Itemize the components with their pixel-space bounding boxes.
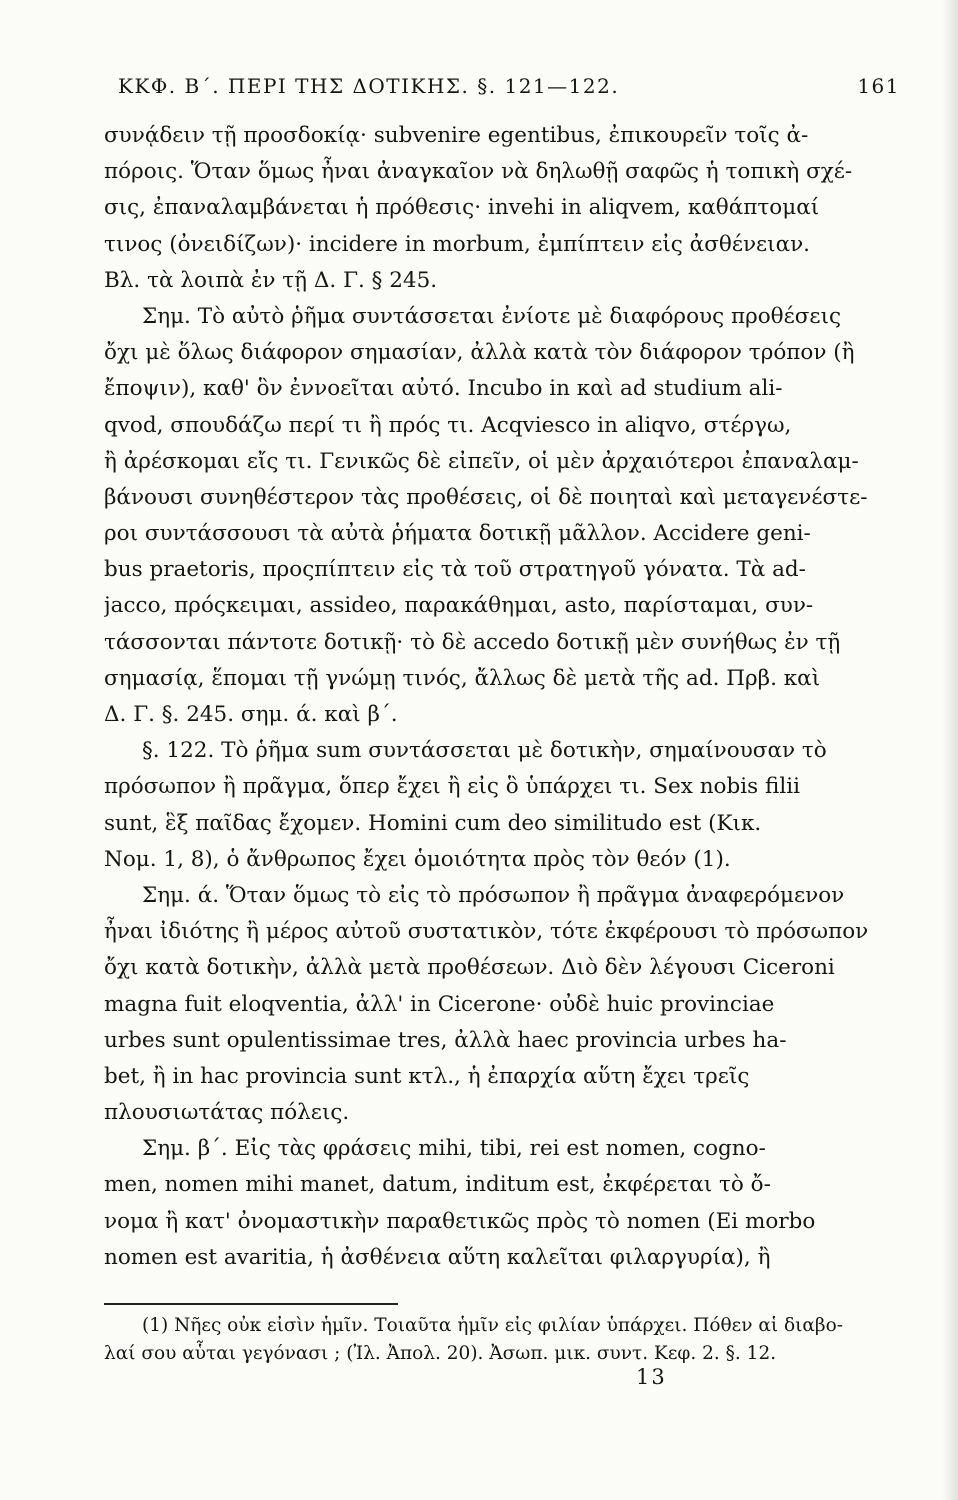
text-line: πρόσωπον ἢ πρᾶγμα, ὅπερ ἔχει ἢ εἰς ὃ ὑπάρχει τι. Sex nobis filii	[104, 774, 800, 800]
text-line: qvod, σπουδάζω περί τι ἢ πρός τι. Acqviesco in aliqvo, στέργω,	[104, 412, 792, 438]
text-line: nomen est avaritia, ἡ ἀσθένεια αὕτη καλεῖται φιλαργυρία), ἢ	[104, 1244, 771, 1270]
text-line: sunt, ἓξ παῖδας ἔχομεν. Homini cum deo similitudo est (Κικ.	[104, 810, 762, 836]
text-line: ροι συντάσσουσι τὰ αὐτὰ ῥήματα δοτικῇ μᾶλλον. Accidere geni-	[104, 521, 811, 547]
text-line: Δ. Γ. §. 245. σημ. ά. καὶ β΄.	[104, 702, 398, 727]
footnote-line: (1) Νῆες οὐκ εἰσὶν ἡμῖν. Τοιαῦτα ἡμῖν εἰς φιλίαν ὑπάρχει. Πόθεν αἱ διαβο-	[142, 1315, 843, 1336]
text-line: Σημ. ά. Ὅταν ὅμως τὸ εἰς τὸ πρόσωπον ἢ πρᾶγμα ἀναφερόμενον	[142, 882, 845, 908]
text-line: τινος (ὀνειδίζων)· incidere in morbum, ἐμπίπτειν εἰς ἀσθένειαν.	[104, 231, 811, 257]
text-line: magna fuit eloqventia, ἀλλ' in Cicerone· οὐδὲ huic provinciae	[104, 991, 775, 1017]
text-line: σις, ἐπαναλαμβάνεται ἡ πρόθεσις· invehi in aliqvem, καθάπτομαί	[104, 195, 820, 221]
text-line: ἦναι ἰδιότης ἢ μέρος αὐτοῦ συστατικὸν, τότε ἐκφέρουσι τὸ πρόσωπον	[104, 919, 869, 945]
text-line: Σημ. Τὸ αὐτὸ ῥῆμα συντάσσεται ἐνίοτε μὲ διαφόρους προθέσεις	[142, 303, 842, 329]
text-line: Νομ. 1, 8), ὁ ἄνθρωπος ἔχει ὁμοιότητα πρὸς τὸν θεόν (1).	[104, 846, 731, 872]
text-line: urbes sunt opulentissimae tres, ἀλλὰ haec provincia urbes ha-	[104, 1027, 787, 1053]
footnote-divider	[104, 1303, 398, 1305]
page-edge-shadow	[942, 0, 958, 1500]
text-line: σημασίᾳ, ἕπομαι τῇ γνώμῃ τινός, ἄλλως δὲ μετὰ τῆς ad. Πρβ. καὶ	[104, 665, 821, 691]
text-line: ἢ ἀρέσκομαι εἴς τι. Γενικῶς δὲ εἰπεῖν, οἱ μὲν ἀρχαιότεροι ἐπαναλαμ-	[104, 448, 859, 474]
text-line: τάσσονται πάντοτε δοτικῇ· τὸ δὲ accedo δοτικῇ μὲν συνήθως ἐν τῇ	[104, 629, 841, 655]
text-line: Σημ. β΄. Εἰς τὰς φράσεις mihi, tibi, rei est nomen, cogno-	[142, 1136, 766, 1162]
text-line: jacco, πρόςκειμαι, assideo, παρακάθημαι, asto, παρίσταμαι, συν-	[104, 593, 814, 619]
text-line: §. 122. Τὸ ῥῆμα sum συντάσσεται μὲ δοτικὴν, σημαίνουσαν τὸ	[142, 738, 827, 764]
footnote-line: λαί σου αὗται γεγόνασι ; (Ἰλ. Ἀπολ. 20). Ἀσωπ. μικ. συντ. Κεφ. 2. §. 12.	[104, 1343, 777, 1364]
text-line: ὄχι μὲ ὅλως διάφορον σημασίαν, ἀλλὰ κατὰ τὸν διάφορον τρόπον (ἢ	[104, 340, 855, 366]
text-line: men, nomen mihi manet, datum, inditum est, ἐκφέρεται τὸ ὄ-	[104, 1172, 771, 1198]
page-header	[118, 74, 900, 98]
text-line: πόροις. Ὅταν ὅμως ἦναι ἀναγκαῖον νὰ δηλωθῇ σαφῶς ἡ τοπικὴ σχέ-	[104, 159, 853, 185]
page-number: 161	[857, 74, 900, 98]
text-line: βάνουσι συνηθέστερον τὰς προθέσεις, οἱ δὲ ποιηταὶ καὶ μεταγενέστε-	[104, 484, 868, 510]
text-line: συνᾴδειν τῇ προσδοκίᾳ· subvenire egentibus, ἐπικουρεῖν τοῖς ἀ-	[104, 123, 809, 148]
text-line: ἔποψιν), καθ' ὃν ἐννοεῖται αὐτό. Incubo in καὶ ad studium ali-	[104, 376, 783, 402]
running-title: ΚΚΦ. Β΄. ΠΕΡΙ ΤΗΣ ΔΟΤΙΚΗΣ. §. 121—122.	[118, 74, 620, 98]
footnotes	[104, 1312, 914, 1368]
text-line: bet, ἢ in hac provincia sunt κτλ., ἡ ἐπαρχία αὕτη ἔχει τρεῖς	[104, 1063, 750, 1089]
text-line: πλουσιωτάτας πόλεις.	[104, 1100, 350, 1126]
text-line: Βλ. τὰ λοιπὰ ἐν τῇ Δ. Γ. § 245.	[104, 267, 438, 293]
text-line: bus praetoris, προςπίπτειν εἰς τὰ τοῦ στρατηγοῦ γόνατα. Τὰ ad-	[104, 557, 806, 583]
text-line: ὄχι κατὰ δοτικὴν, ἀλλὰ μετὰ προθέσεων. Διὸ δὲν λέγουσι Ciceroni	[104, 955, 835, 981]
printer-signature-mark: 13	[636, 1365, 667, 1389]
main-text	[104, 118, 914, 1276]
text-line: νομα ἢ κατ' ὀνομαστικὴν παραθετικῶς πρὸς τὸ nomen (Ei morbo	[104, 1208, 816, 1234]
